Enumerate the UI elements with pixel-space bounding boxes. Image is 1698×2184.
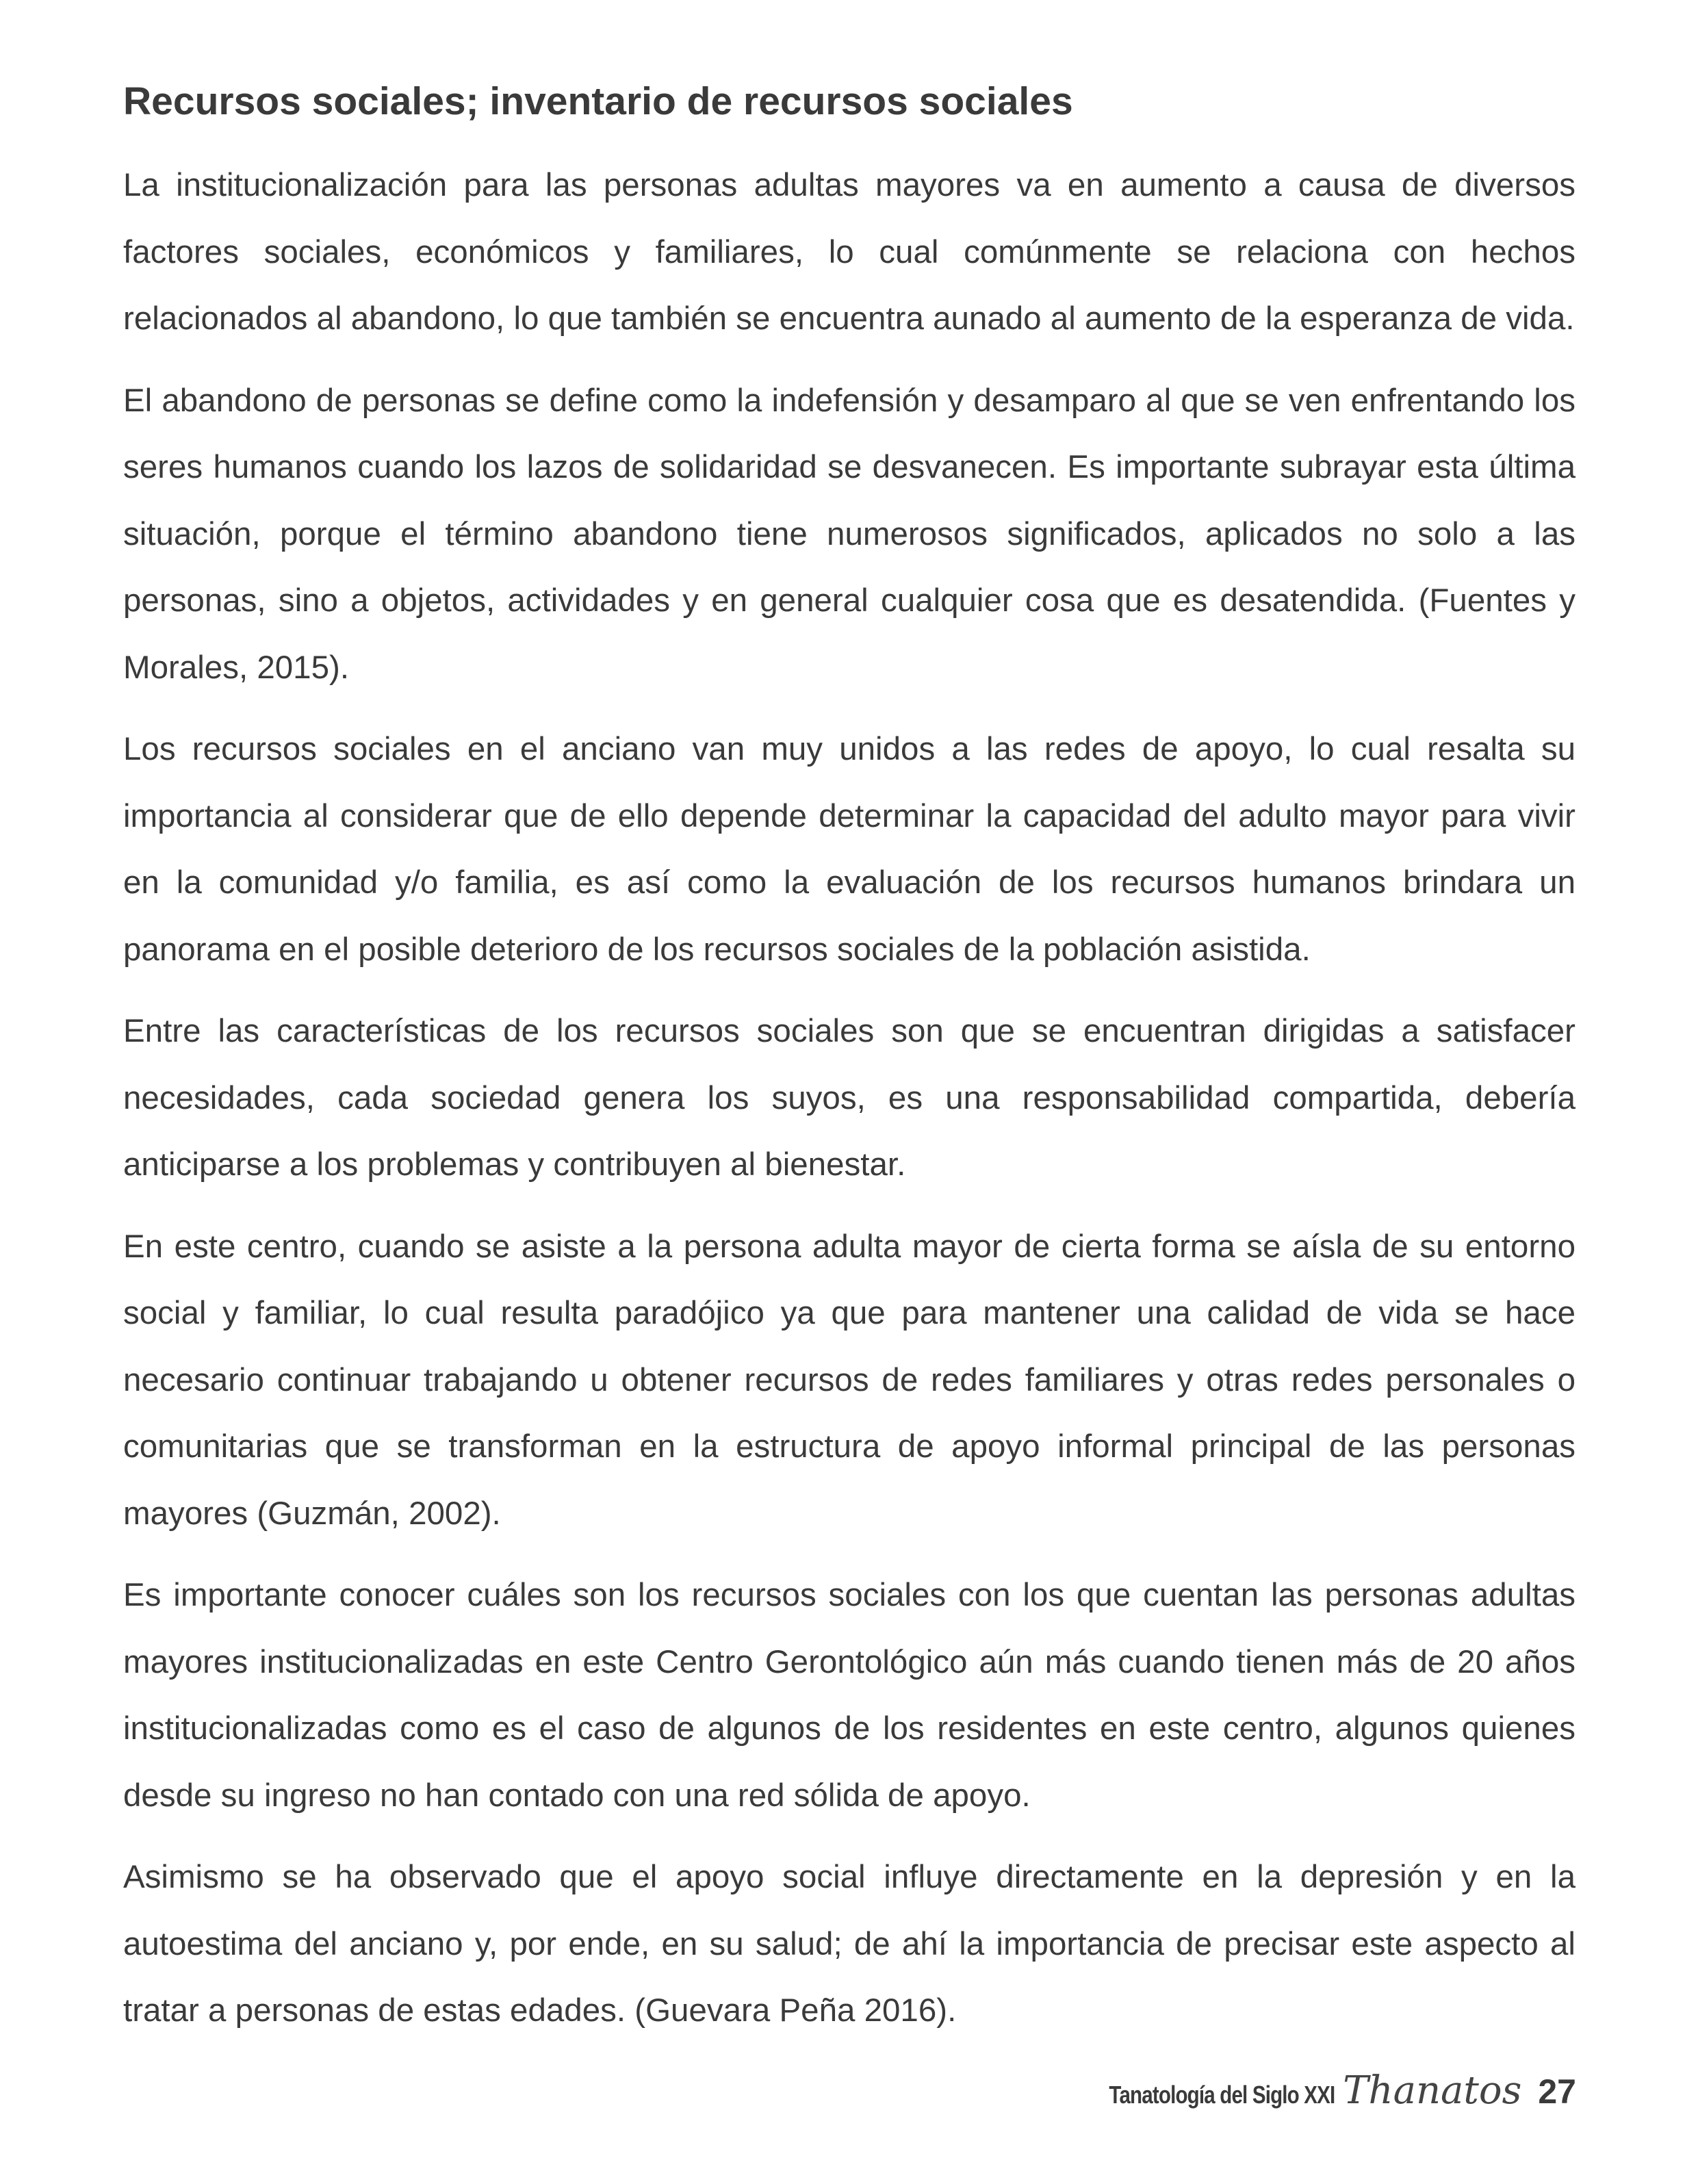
- paragraph-abandono: El abandono de personas se define como la indefensión y desamparo al que se ven enfrentando los seres humanos cuando los lazos de solidaridad se desvanecen. Es importante subrayar esta última situación, porque el término abandono tiene numerosos significados, aplicados no solo a las personas, sino a objetos, actividades y en general cualquier cosa que es desatendida. (Fuentes y Morales, 2015).: [123, 382, 1575, 686]
- paragraph-caracteristicas: Entre las características de los recursos sociales son que se encuentran dirigidas a satisfacer necesidades, cada sociedad genera los suyos, es una responsabilidad compartida, debería anticiparse a los problemas y contribuyen al bienestar.: [123, 1013, 1575, 1183]
- paragraph-apoyo-social: Asimismo se ha observado que el apoyo social influye directamente en la depresión y en la autoestima del anciano y, por ende, en su salud; de ahí la importancia de precisar este aspecto al tratar a personas de estas edades. (Guevara Peña 2016).: [123, 1859, 1575, 2029]
- document-page: [123, 74, 1575, 2059]
- page-number: 27: [1538, 2072, 1576, 2111]
- paragraph-centro: En este centro, cuando se asiste a la persona adulta mayor de cierta forma se aísla de su entorno social y familiar, lo cual resulta paradójico ya que para mantener una calidad de vida se hace necesario continuar trabajando u obtener recursos de redes familiares y otras redes personales o comunitarias que se transforman en la estructura de apoyo informal principal de las personas mayores (Guzmán, 2002).: [123, 1228, 1575, 1532]
- footer-brand-logo: Thanatos: [1343, 2068, 1522, 2113]
- footer-publication-title: Tanatología del Siglo XXI: [1109, 2081, 1335, 2109]
- paragraph-redes-de-apoyo: Los recursos sociales en el anciano van muy unidos a las redes de apoyo, lo cual resalta su importancia al considerar que de ello depende determinar la capacidad del adulto mayor para vivir en la comunidad y/o familia, es así como la evaluación de los recursos humanos brindara un panorama en el posible deterioro de los recursos sociales de la población asistida.: [123, 731, 1575, 968]
- paragraph-conocer-recursos: Es importante conocer cuáles son los recursos sociales con los que cuentan las personas adultas mayores institucionalizadas en este Centro Gerontológico aún más cuando tienen más de 20 años institucionalizadas como es el caso de algunos de los residentes en este centro, algunos quienes desde su ingreso no han contado con una red sólida de apoyo.: [123, 1577, 1575, 1814]
- page-footer: [1059, 2068, 1576, 2123]
- section-heading: Recursos sociales; inventario de recursos sociales: [123, 79, 1073, 123]
- paragraph-institucionalizacion: La institucionalización para las personas adultas mayores va en aumento a causa de diversos factores sociales, económicos y familiares, lo cual comúnmente se relaciona con hechos relacionados al abandono, lo que también se encuentra aunado al aumento de la esperanza de vida.: [123, 167, 1575, 337]
